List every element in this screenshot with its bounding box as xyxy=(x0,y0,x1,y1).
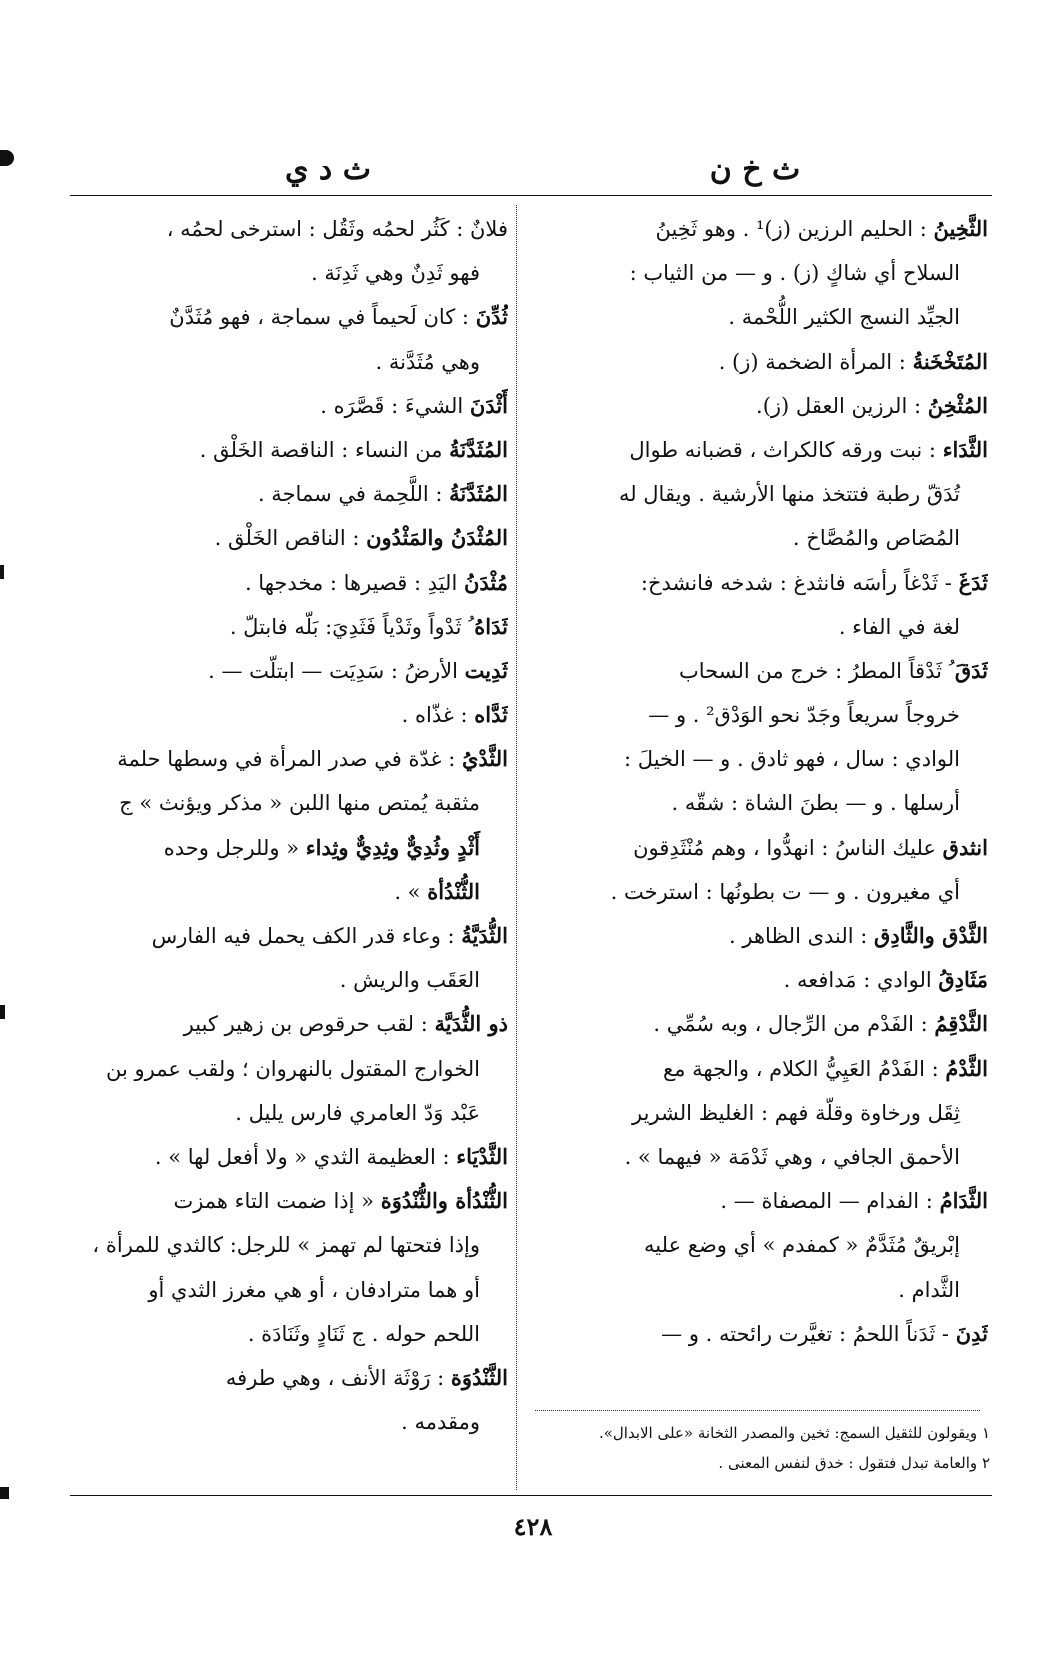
headword: ثَدِيت xyxy=(464,657,508,683)
definition-text: وإذا فتحتها لم تهمز » للرجل: كالثدي للمرأة ، xyxy=(92,1233,480,1258)
entry-line xyxy=(525,737,988,781)
definition-text: السلاح أي شاكٍ (ز) . و — من الثياب : xyxy=(629,261,960,286)
entry-line xyxy=(525,693,988,737)
entry-line xyxy=(78,781,508,825)
entry-line xyxy=(78,1268,508,1312)
footnotes xyxy=(535,1418,990,1478)
headword: الثَّدَامُ xyxy=(939,1188,988,1214)
entry-line xyxy=(525,605,988,649)
left-root-header: ث د ي xyxy=(285,152,371,187)
entry-line xyxy=(78,340,508,384)
headword: الثَّدْق والثَّادِق xyxy=(874,923,988,948)
definition-text: المُصَاص والمُصَّاخ . xyxy=(792,526,960,551)
definition-text: أي مغيرون . و — ت بطونُها : استرخت . xyxy=(610,879,960,904)
headword: مُثْدَنُ xyxy=(463,569,508,595)
definition-text: : رَوْثَة الأنف ، وهي طرفه xyxy=(225,1365,445,1390)
entry-line xyxy=(78,561,508,605)
definition-text: الأحمق الجافي ، وهي ثَدْمَة « فيهما » . xyxy=(624,1144,960,1169)
entry-line xyxy=(78,870,508,914)
entry-line xyxy=(78,1312,508,1356)
definition-text: فلانٌ : كَثُر لحمُه وثَقُل : استرخى لحمُه ، xyxy=(166,217,508,241)
entry-line xyxy=(78,914,508,958)
definition-text: أرسلها . و — بطنَ الشاة : شقّه . xyxy=(671,791,960,816)
headword: انثدق xyxy=(942,834,988,860)
entry-line xyxy=(525,516,988,560)
entry-line xyxy=(78,472,508,516)
definition-text: ومقدمه . xyxy=(401,1410,480,1435)
definition-text: خروجاً سريعاً وجَدّ نحو الوَدْق² . و — xyxy=(648,703,960,728)
definition-text: : الناقص الخَلْق . xyxy=(214,526,360,551)
definition-text: ُ ثَدْواً وثَدْياً فَثَدِيَ: بَلّه فابتلّ . xyxy=(229,614,469,639)
headword: الثُّنْدُأة xyxy=(427,878,480,904)
definition-text: : نبت ورقه كالكراث ، قضبانه طوال xyxy=(629,437,936,462)
footnote-2: ٢ والعامة تبدل فتقول : خدق لنفس المعنى . xyxy=(718,1454,990,1472)
definition-text: : كان لَحيماً في سماجة ، فهو مُثَدَّنٌ xyxy=(169,305,470,330)
headword: الثَّدَاء xyxy=(942,436,988,462)
definition-text: : الندى الظاهر . xyxy=(729,924,868,948)
headword: ذو الثُّدَيَّة xyxy=(434,1011,508,1037)
entry-line xyxy=(78,958,508,1002)
definition-text: الأرضُ : سَدِيَت — ابتلّت — . xyxy=(208,658,458,683)
entry-line xyxy=(78,1356,508,1400)
headword: الثَّنْدُوَة xyxy=(450,1364,508,1390)
scan-margin-mark xyxy=(0,565,4,579)
headword: الثَّدْمُ xyxy=(945,1055,988,1081)
definition-text: تُدَقّ رطبة فتتخذ منها الأرشية . ويقال له xyxy=(618,482,960,507)
headword: المُتَخْخَنةُ xyxy=(912,348,988,374)
left-column xyxy=(78,207,508,1444)
definition-text: اللحم حوله . ج ثَنَادٍ وثَنَادَة . xyxy=(247,1321,480,1346)
definition-text: : غدّة في صدر المرأة في وسطها حلمة xyxy=(117,747,456,772)
headword: ثَدِنَ xyxy=(955,1320,988,1346)
headword: ثُدِّنَ xyxy=(475,304,508,330)
headword: أَثْدَنَ xyxy=(469,392,508,418)
headword: ثَدَغَ xyxy=(958,569,988,595)
definition-text: : الفَدْمُ العَيِيُّ الكلام ، والجهة مع xyxy=(663,1056,939,1081)
headword: الثُّدَيَّةُ xyxy=(461,923,508,948)
footnote-rule xyxy=(535,1410,980,1411)
entry-line xyxy=(78,516,508,560)
column-divider xyxy=(516,205,517,1490)
entry-line xyxy=(78,826,508,870)
definition-text: ثِقَل ورخاوة وقلّة فهم : الغليظ الشرير xyxy=(632,1100,960,1125)
definition-text: الشيءَ : قَصَّرَه . xyxy=(320,393,464,418)
entry-line xyxy=(78,295,508,339)
definition-text: : وعاء قدر الكف يحمل فيه الفارس xyxy=(151,924,455,948)
entry-line xyxy=(78,1002,508,1046)
headword: الثَّدْيَاء xyxy=(456,1143,508,1169)
entry-line xyxy=(78,605,508,649)
definition-text: العَقَب والريش . xyxy=(339,968,480,993)
definition-text: إبْريقٌ مُثَدَّمٌ « كمفدم » أي وضع عليه xyxy=(644,1233,960,1258)
headword: ثَدَقَ xyxy=(954,657,988,683)
headword: المُثْخِنُ xyxy=(927,392,988,418)
definition-text: : المرأة الضخمة (ز) . xyxy=(718,349,906,374)
entry-line xyxy=(525,472,988,516)
entry-line xyxy=(525,1312,988,1356)
definition-text: - ثَدَناً اللحمُ : تغيَّرت رائحته . و — xyxy=(661,1321,950,1346)
entry-line xyxy=(78,693,508,737)
headword: المُثَدَّنَةُ xyxy=(449,436,508,462)
entry-line xyxy=(525,826,988,870)
entry-line xyxy=(525,870,988,914)
definition-text: الخوارج المقتول بالنهروان ؛ ولقب عمرو بن xyxy=(106,1056,480,1081)
entry-line xyxy=(525,251,988,295)
definition-text: اليَدِ : قصيرها : مخدجها . xyxy=(244,570,458,595)
entry-line xyxy=(525,1002,988,1046)
entry-line xyxy=(78,1223,508,1267)
entry-line xyxy=(78,384,508,428)
entry-line xyxy=(525,1223,988,1267)
headword: الثَّخِينُ xyxy=(933,216,988,241)
definition-text: : الفَدْم من الرِّجال ، وبه سُمِّي . xyxy=(653,1012,928,1037)
entry-line xyxy=(78,1047,508,1091)
definition-text: ُ ثَدْقاً المطرُ : خرج من السحاب xyxy=(679,658,949,683)
definition-text: فهو ثَدِنٌ وهي ثَدِنَة . xyxy=(311,261,480,286)
definition-text: : الحليم الرزين (ز)¹ . وهو ثَخِينُ xyxy=(655,217,927,241)
footer-rule xyxy=(70,1495,992,1496)
definition-text: وهي مُثَدَّنة . xyxy=(375,349,480,374)
entry-line xyxy=(525,561,988,605)
headword: أَثْدٍ وثُدِيٌّ وثِدِيٌّ وثِداء xyxy=(305,834,480,860)
definition-text: : العظيمة الثدي « ولا أفعل لها » . xyxy=(154,1144,450,1169)
definition-text: : الفدام — المصفاة — . xyxy=(720,1189,933,1214)
entry-line xyxy=(78,1091,508,1135)
entry-line xyxy=(525,1135,988,1179)
entry-line xyxy=(78,207,508,251)
entry-line xyxy=(525,1091,988,1135)
right-root-header: ث خ ن xyxy=(709,152,801,187)
entry-line xyxy=(525,914,988,958)
definition-text: - ثَدْغاً رأسَه فانثدغ : شدخه فانشدخ: xyxy=(640,570,952,595)
scan-margin-mark xyxy=(0,1487,9,1499)
headword: ثَدَاهُ xyxy=(474,613,508,639)
definition-text: عليك الناسُ : انهدُّوا ، وهم مُنْثَدِقون xyxy=(633,835,936,860)
definition-text: « إذا ضمت التاء همزت xyxy=(173,1189,375,1214)
page-number: ٤٢٨ xyxy=(513,1512,553,1541)
headword: الثَّدْيُ xyxy=(461,746,508,772)
definition-text: » . xyxy=(394,879,421,904)
footnote-1: ١ ويقولون للثقيل السمج: ثخين والمصدر الثخانة «على الابدال». xyxy=(598,1424,990,1442)
definition-text: : الرزين العقل (ز). xyxy=(756,393,922,418)
entry-line xyxy=(525,1268,988,1312)
definition-text: الوادي : سال ، فهو ثادق . و — الخيلَ : xyxy=(624,747,960,772)
definition-text: « وللرجل وحده xyxy=(163,835,300,860)
scan-margin-mark xyxy=(0,150,14,166)
entry-line xyxy=(525,340,988,384)
definition-text: من النساء : الناقصة الخَلْق . xyxy=(199,437,443,462)
definition-text: عَبْد وَدّ العامري فارس يليل . xyxy=(235,1100,480,1125)
entry-line xyxy=(525,781,988,825)
definition-text: : غذّاه . xyxy=(401,703,468,728)
headword: الثَّدْقِمُ xyxy=(934,1011,988,1037)
header-rule xyxy=(70,195,992,196)
entry-line xyxy=(525,1047,988,1091)
definition-text: : اللَّحِمة في سماجة . xyxy=(257,482,443,507)
definition-text: أو هما مترادفان ، أو هي مغرز الثدي أو xyxy=(148,1277,480,1302)
headword: المُثْدَنُ والمَثْدُون xyxy=(366,525,508,551)
entry-line xyxy=(525,1179,988,1223)
entry-line xyxy=(78,1400,508,1444)
headword: المُثَدَّنَةُ xyxy=(449,481,508,507)
entry-line xyxy=(525,958,988,1002)
definition-text: الثَّدام . xyxy=(898,1277,960,1302)
entry-line xyxy=(525,428,988,472)
entry-line xyxy=(78,649,508,693)
definition-text: الجيِّد النسج الكثير اللُّحْمة . xyxy=(728,305,960,330)
definition-text: الوادي : مَدافعه . xyxy=(783,968,932,993)
entry-line xyxy=(525,207,988,251)
entry-line xyxy=(78,1179,508,1223)
headword: مَثَادِقُ xyxy=(938,967,988,993)
scan-margin-mark xyxy=(0,1005,5,1019)
definition-text: لغة في الفاء . xyxy=(838,614,960,639)
definition-text: : لقب حرقوص بن زهير كبير xyxy=(183,1012,428,1037)
headword: الثُّنْدُأة والثُّنْدُوَة xyxy=(380,1188,508,1214)
entry-line xyxy=(525,649,988,693)
entry-line xyxy=(78,1135,508,1179)
entry-line xyxy=(525,384,988,428)
entry-line xyxy=(78,251,508,295)
entry-line xyxy=(525,295,988,339)
entry-line xyxy=(78,428,508,472)
right-column xyxy=(525,207,988,1356)
headword: ثَدَّاه xyxy=(474,702,508,728)
entry-line xyxy=(78,737,508,781)
definition-text: مثقبة يُمتص منها اللبن « مذكر ويؤنث » ج xyxy=(119,791,480,816)
